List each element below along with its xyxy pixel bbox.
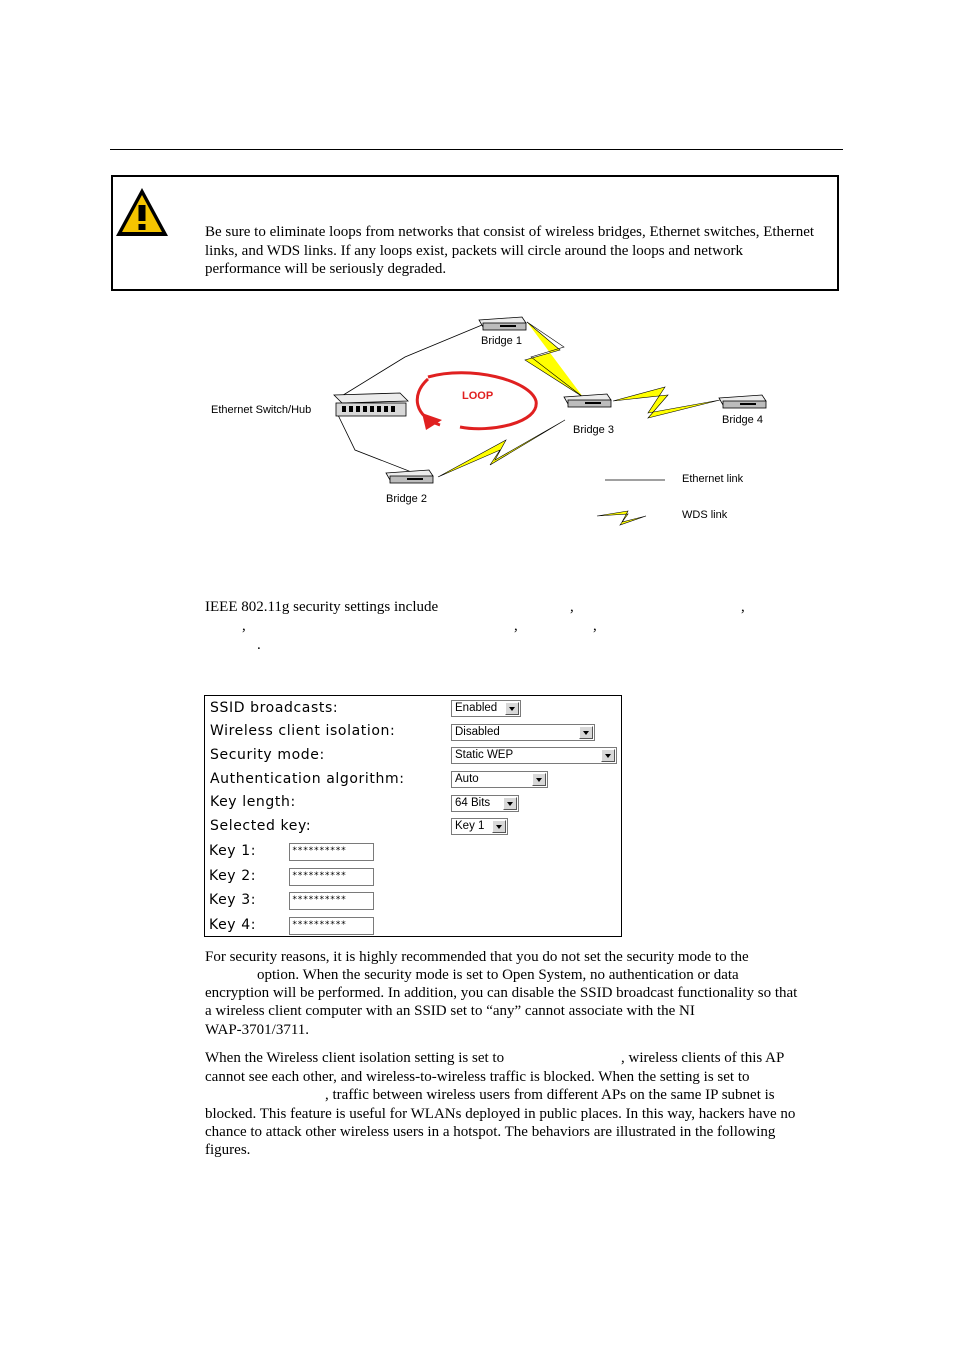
key-4-label: Key 4: <box>209 917 257 933</box>
wireless-client-isolation-label: Wireless client isolation: <box>210 723 396 739</box>
key-2-label: Key 2: <box>209 868 257 884</box>
chevron-down-icon <box>579 726 593 739</box>
wireless-client-isolation-value: Disabled <box>455 726 500 738</box>
key-1-input[interactable]: ********** <box>289 843 374 861</box>
chevron-down-icon <box>601 749 615 762</box>
key-3-label: Key 3: <box>209 892 257 908</box>
ssid-broadcasts-select[interactable] <box>451 700 521 717</box>
bridge2-device <box>386 470 433 483</box>
ssid-broadcasts-value: Enabled <box>455 702 498 714</box>
security-mode-value: Static WEP <box>455 749 514 761</box>
key-4-input[interactable]: ********** <box>289 917 374 935</box>
switch-label: Ethernet Switch/Hub <box>211 404 312 416</box>
legend-wds-symbol <box>597 511 646 525</box>
key-length-label: Key length: <box>210 794 296 810</box>
wds-link <box>525 322 583 397</box>
para1-line: WAP-3701/3711. <box>205 1022 310 1038</box>
intro-comma: , <box>514 618 518 634</box>
selected-key-select[interactable] <box>451 818 508 835</box>
para1-line: a wireless client computer with an SSID set to “any” cannot associate with the NI <box>205 1003 695 1019</box>
bridge1-label: Bridge 1 <box>481 335 522 347</box>
ethernet-link <box>340 325 482 397</box>
warning-triangle-icon <box>113 185 171 239</box>
wds-link <box>438 420 565 477</box>
key-length-value: 64 Bits <box>455 797 491 809</box>
selected-key-label: Selected key: <box>210 818 312 834</box>
para2-line: cannot see each other, and wireless-to-wireless traffic is blocked. When the setting is set to <box>205 1069 750 1085</box>
chevron-down-icon <box>503 797 517 810</box>
chevron-down-icon <box>532 773 546 786</box>
network-loop-diagram <box>200 305 780 535</box>
wireless-client-isolation-select[interactable] <box>451 724 595 741</box>
intro-period: . <box>257 637 261 653</box>
intro-comma: , <box>593 618 597 634</box>
selected-key-value: Key 1 <box>455 820 485 832</box>
authentication-algorithm-value: Auto <box>455 773 479 785</box>
bridge4-label: Bridge 4 <box>722 414 763 426</box>
legend-ethernet-label: Ethernet link <box>682 473 744 485</box>
wds-link <box>613 387 720 418</box>
key-2-input[interactable]: ********** <box>289 868 374 886</box>
para2-line: , traffic between wireless users from different APs on the same IP subnet is <box>325 1087 775 1103</box>
bridge1-device <box>479 317 526 330</box>
para2-line: chance to attack other wireless users in a hotspot. The behaviors are illustrated in the following <box>205 1124 776 1140</box>
intro-lead: IEEE 802.11g security settings include <box>205 599 439 615</box>
authentication-algorithm-label: Authentication algorithm: <box>210 771 405 787</box>
bridge2-label: Bridge 2 <box>386 493 427 505</box>
switch-device <box>334 393 408 416</box>
para2-line: figures. <box>205 1142 251 1158</box>
security-mode-label: Security mode: <box>210 747 325 763</box>
chevron-down-icon <box>492 820 506 833</box>
bridge3-device <box>564 394 611 407</box>
legend-wds-label: WDS link <box>682 509 728 521</box>
header-rule <box>110 149 843 150</box>
para1-line: option. When the security mode is set to Open System, no authentication or data <box>257 967 739 983</box>
intro-comma: , <box>242 618 246 634</box>
key-1-label: Key 1: <box>209 843 257 859</box>
key-length-select[interactable] <box>451 795 519 812</box>
key-3-input[interactable]: ********** <box>289 892 374 910</box>
intro-comma: , <box>741 599 745 615</box>
para2-line: When the Wireless client isolation setting is set to <box>205 1050 505 1066</box>
warning-text: Be sure to eliminate loops from networks that consist of wireless bridges, Ethernet switches, Ethernet links, and WDS links. If any loops exist, packets will circle around the loops and network performance will be seriously degraded. <box>205 224 815 277</box>
loop-arrowhead <box>422 413 442 430</box>
intro-comma: , <box>570 599 574 615</box>
bridge3-label: Bridge 3 <box>573 424 614 436</box>
authentication-algorithm-select[interactable] <box>451 771 548 788</box>
chevron-down-icon <box>505 702 519 715</box>
security-mode-select[interactable] <box>451 747 617 764</box>
bridge4-device <box>719 395 766 408</box>
para1-line: encryption will be performed. In addition, you can disable the SSID broadcast functionality so that <box>205 985 798 1001</box>
ssid-broadcasts-label: SSID broadcasts: <box>210 700 339 716</box>
para1-line: For security reasons, it is highly recommended that you do not set the security mode to the <box>205 949 749 965</box>
security-settings-form <box>204 695 622 937</box>
para2-line: blocked. This feature is useful for WLANs deployed in public places. In this way, hackers have no <box>205 1106 796 1122</box>
loop-label: LOOP <box>462 390 494 402</box>
para2-line: , wireless clients of this AP <box>621 1050 785 1066</box>
ethernet-link <box>338 415 432 480</box>
